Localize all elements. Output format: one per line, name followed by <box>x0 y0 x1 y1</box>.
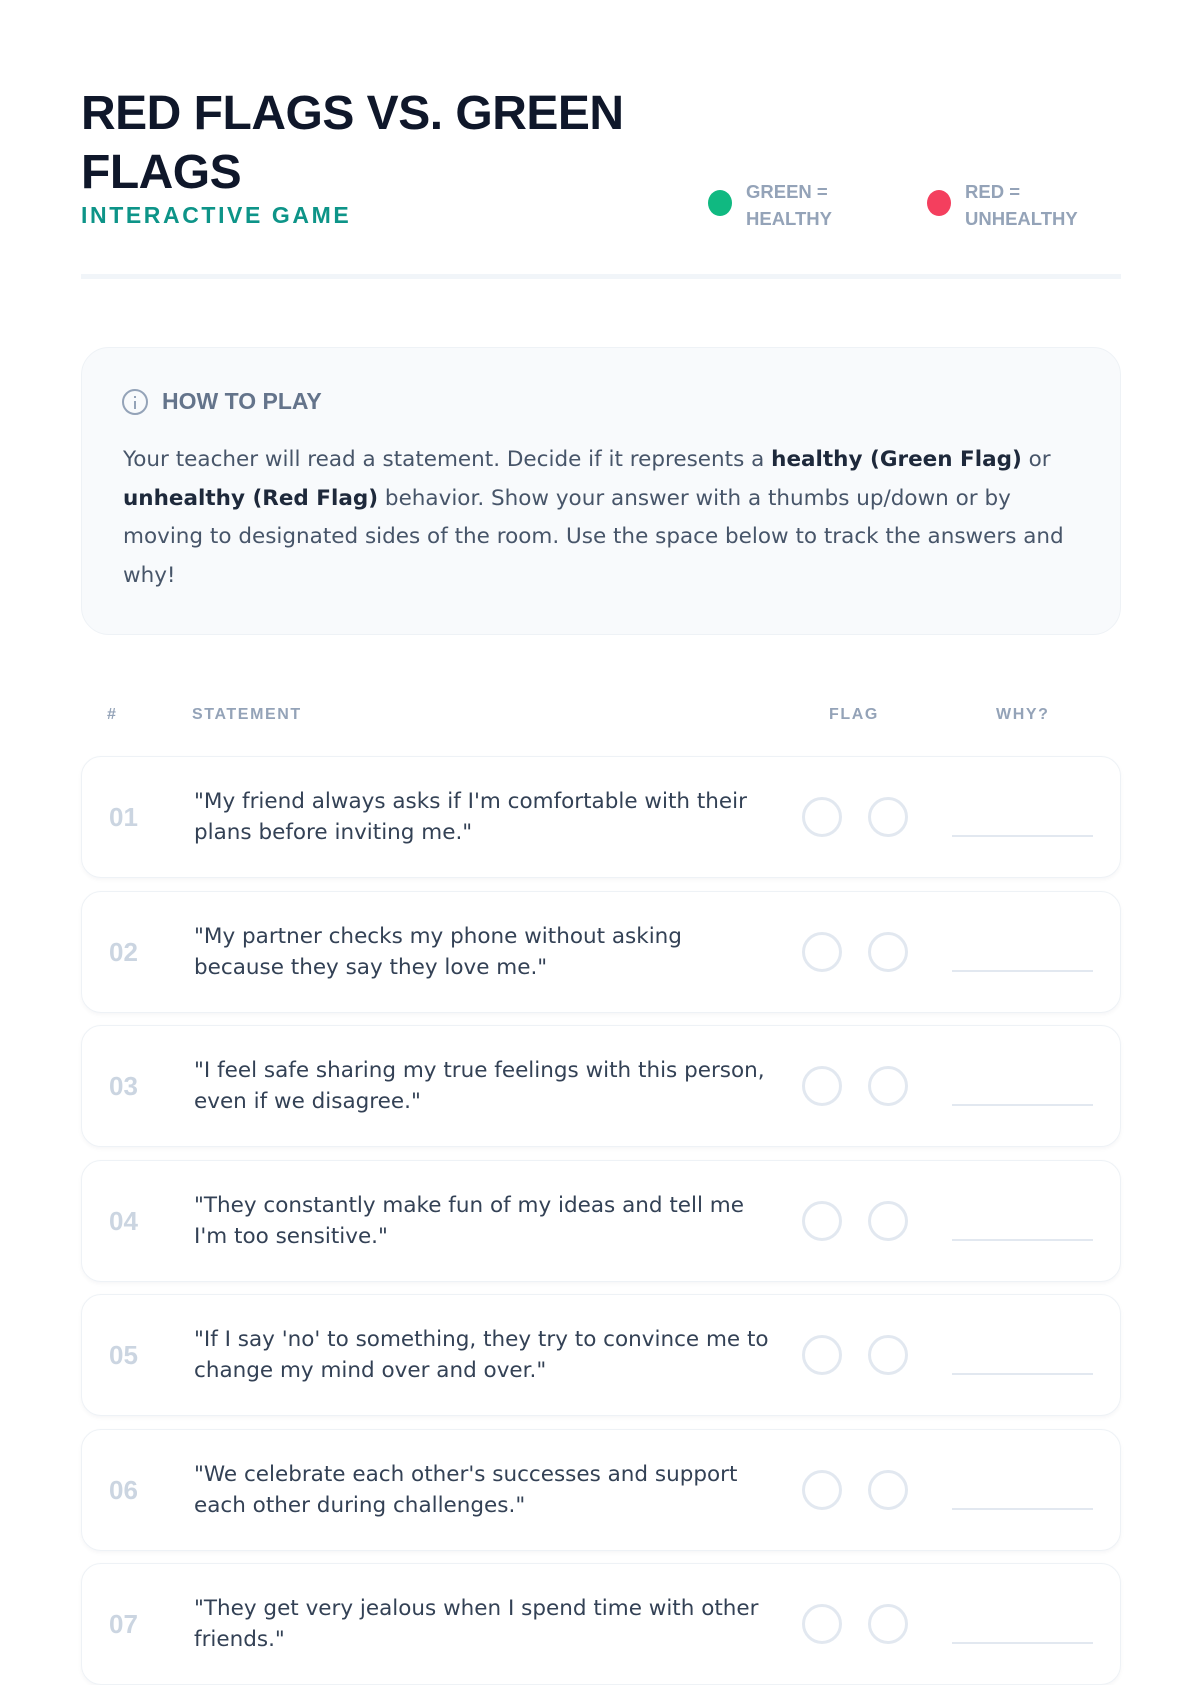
how-to-play-card <box>81 347 1121 635</box>
statement-text: "They constantly make fun of my ideas and tell me I'm too sensitive." <box>194 1192 744 1249</box>
statement-text: "I feel safe sharing my true feelings with this person, even if we disagree." <box>194 1057 765 1114</box>
column-header-flag: FLAG <box>829 706 879 723</box>
flag-choice-circle[interactable] <box>868 797 908 837</box>
flag-choice-circle[interactable] <box>868 932 908 972</box>
legend-green <box>708 178 851 232</box>
statement-number: 04 <box>109 1205 138 1236</box>
how-to-play-heading <box>122 388 322 415</box>
green-dot-icon <box>708 190 732 216</box>
page-title: RED FLAGS VS. GREEN FLAGS <box>81 87 624 199</box>
how-to-play-text <box>123 441 1083 595</box>
info-icon <box>122 389 148 415</box>
flag-choice-circle[interactable] <box>868 1470 908 1510</box>
statement-row <box>81 1160 1121 1282</box>
flag-choice-circle[interactable] <box>868 1335 908 1375</box>
statement-text: "They get very jealous when I spend time with other friends." <box>194 1595 759 1652</box>
how-to-text-part: or <box>1021 447 1051 472</box>
statement-text: "My friend always asks if I'm comfortable with their plans before inviting me." <box>194 788 747 845</box>
statement-number: 07 <box>109 1608 138 1639</box>
page-header <box>81 84 1121 280</box>
flag-choice-circle[interactable] <box>802 1066 842 1106</box>
statement-text: "My partner checks my phone without asking because they say they love me." <box>194 923 682 980</box>
how-to-text-part: behavior. Show your answer with a thumbs up/down or by moving to designated sides of the room. Use the space below to track the answers and why! <box>123 485 1064 588</box>
statement-row <box>81 891 1121 1013</box>
legend-green-label: GREEN = HEALTHY <box>746 181 832 229</box>
column-header-statement: STATEMENT <box>192 706 302 723</box>
statement-row <box>81 1294 1121 1416</box>
statement-number: 02 <box>109 936 138 967</box>
how-to-play-title: HOW TO PLAY <box>162 388 322 414</box>
statement-number: 03 <box>109 1070 138 1101</box>
flag-choice-circle[interactable] <box>802 797 842 837</box>
why-answer-line[interactable] <box>952 1239 1093 1241</box>
why-answer-line[interactable] <box>952 1508 1093 1510</box>
statement-row <box>81 1563 1121 1685</box>
flag-choice-circle[interactable] <box>868 1201 908 1241</box>
flag-choice-circle[interactable] <box>802 1604 842 1644</box>
how-to-text-part: Your teacher will read a statement. Decide if it represents a <box>123 447 772 472</box>
why-answer-line[interactable] <box>952 1642 1093 1644</box>
statement-row <box>81 1025 1121 1147</box>
flag-choice-circle[interactable] <box>868 1066 908 1106</box>
statement-number: 01 <box>109 801 138 832</box>
flag-choice-circle[interactable] <box>802 1201 842 1241</box>
legend-red-label: RED = UNHEALTHY <box>965 181 1078 229</box>
why-answer-line[interactable] <box>952 835 1093 837</box>
why-answer-line[interactable] <box>952 1104 1093 1106</box>
header-divider <box>81 274 1121 279</box>
statement-row <box>81 1429 1121 1551</box>
why-answer-line[interactable] <box>952 970 1093 972</box>
statement-text: "If I say 'no' to something, they try to convince me to change my mind over and over." <box>194 1326 769 1383</box>
statement-number: 05 <box>109 1339 138 1370</box>
flag-choice-circle[interactable] <box>802 932 842 972</box>
red-dot-icon <box>927 190 951 216</box>
statement-text: "We celebrate each other's successes and support each other during challenges." <box>194 1461 738 1518</box>
how-to-green-flag-term: healthy (Green Flag) <box>771 447 1022 472</box>
flag-choice-circle[interactable] <box>868 1604 908 1644</box>
column-header-number: # <box>107 706 118 723</box>
statement-number: 06 <box>109 1474 138 1505</box>
statement-row <box>81 756 1121 878</box>
flag-choice-circle[interactable] <box>802 1470 842 1510</box>
flag-choice-circle[interactable] <box>802 1335 842 1375</box>
page-subtitle: INTERACTIVE GAME <box>81 202 352 228</box>
legend-red <box>927 178 1100 232</box>
why-answer-line[interactable] <box>952 1373 1093 1375</box>
column-header-why: WHY? <box>996 706 1050 723</box>
how-to-red-flag-term: unhealthy (Red Flag) <box>123 485 379 511</box>
